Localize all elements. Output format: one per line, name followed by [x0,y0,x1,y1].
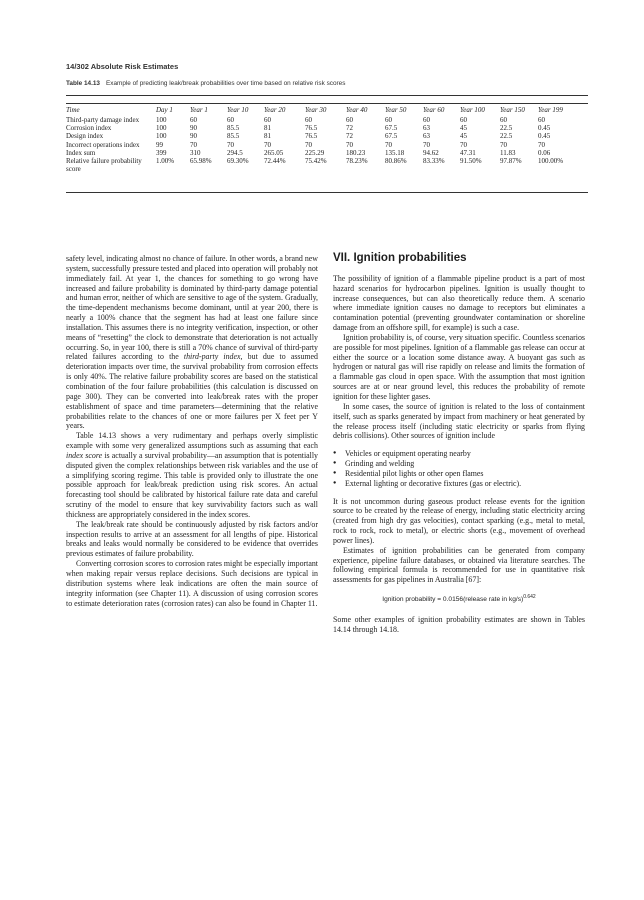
paragraph: It is not uncommon during gaseous product release events for the ignition source to be created by the release of energy, including static electricity arcing (created from high dry gas velocities), contact sparking (e.g., metal to metal, rock to rock, rock to metal), or electric shorts (e.g., movement of overhead power lines). [333,496,585,545]
table-cell: 60 [346,116,353,124]
table-number: Table 14.13 [66,80,100,87]
paragraph: Ignition probability is, of course, very situation specific. Countless scenarios are possible for most pipelines. Ignition of a flammable gas release can occur at either the source or a location some distance away. A buoyant gas such as hydrogen or natural gas will rise rapidly on release and limits the formation of a flammable gas cloud in open space. With the assumption that most ignition sources are at or near ground level, this reduces the probability of remote ignition for these lighter gases. [333,332,585,401]
text: Table 14.13 shows a very rudimentary and perhaps overly simplistic example with some very generalized assumptions such as assuming that each [66,431,318,451]
table-cell: 60 [227,116,234,124]
table-cell: 180.23 [346,148,366,157]
text: is actually a survival probability—an assumption that is potentially disputed given the complex relationships between risk variables and the use of a simplifying scoring regime. This table is provided only to illustrate the one possible approach for leak/break prediction using risk scores. An actual forecasting tool should be calibrated by historical failure rate data and careful scrutiny of the model to ensure that key survivability factors such as wall thickness are appropriately considered in the index scores. [66,450,318,519]
table-cell: 70 [190,140,197,149]
formula-text: Ignition probability = 0.0156(release rate in kg/s) [382,596,524,604]
table-header-row [66,106,588,116]
table-cell: 67.5 [385,132,398,141]
bullet-list [333,449,585,488]
table-row [66,116,588,124]
table-cell: 60 [423,116,430,124]
table-cell: 45 [460,132,467,141]
paragraph [66,431,318,520]
paragraph: In some cases, the source of ignition is related to the loss of containment itself, such as sparks generated by impact from machinery or heat generated by the release process itself (including static electricity or sparks from flying debris collisions). Other sources of ignition include [333,401,585,441]
table-row [66,149,588,157]
table-caption [66,80,586,87]
left-column [66,254,318,608]
column-header: Year 40 [346,106,368,114]
table-cell: 60 [305,116,312,124]
table-cell: 70 [227,140,234,149]
table-cell: 60 [538,116,545,124]
right-column [333,254,585,635]
text: but due to assumed deterioration impacts over time, the survival probability from corrosion effects is only 40%. The relative failure probability scores are based on the statistical combination of the four failure probabilities (this calculation is discussed on page 300). They can be converted into leak/break rates with the proper establishment of space and time parameters—determining that the relative probabilities relate to the chances of one or more failures per X feet per Y years. [66,352,318,431]
emphasis: index score [66,450,103,460]
table-cell: 60 [264,116,271,124]
table-cell: 45 [460,124,467,133]
table-cell: 100 [156,116,167,124]
emphasis: third-party index, [183,352,243,362]
column-header: Day 1 [156,106,173,114]
table-cell: 69.30% [227,157,249,166]
column-header: Year 20 [264,106,286,114]
table-cell: 91.50% [460,157,482,166]
table-cell: 99 [156,140,163,149]
table-cell: 0.45 [538,132,551,141]
table-cell: 100 [156,132,167,141]
table-cell: 310 [190,148,201,157]
table-cell: 81 [264,124,271,133]
row-label: Design index [66,132,104,141]
paragraph: The leak/break rate should be continuously adjusted by risk factors and/or inspection results to arrive at an assessment for all lengths of pipe. Historical breaks and leaks would normally be considered to be evidence that overrides previous estimates of failure probability. [66,519,318,559]
table-cell: 70 [385,140,392,149]
column-header: Year 60 [423,106,445,114]
table-cell: 70 [305,140,312,149]
table-cell: 399 [156,148,167,157]
formula [333,593,585,605]
table-caption-text: Example of predicting leak/break probabilities over time based on relative risk scores [105,80,346,87]
table-cell: 11.83 [500,148,516,157]
table-cell: 83.33% [423,157,445,166]
list-item: ● External lighting or decorative fixtures (gas or electric). [333,479,585,489]
table-row [66,141,588,149]
paragraph: Some other examples of ignition probability estimates are shown in Tables 14.14 through 14.18. [333,615,585,635]
column-header: Year 10 [227,106,249,114]
row-label: Incorrect operations index [66,140,140,149]
table-cell: 70 [538,140,545,149]
table-cell: 100 [156,124,167,133]
table-cell: 94.62 [423,148,439,157]
table-cell: 75.42% [305,157,327,166]
table-top-rule [66,95,588,96]
table-cell: 63 [423,132,430,141]
table-cell: 78.23% [346,157,368,166]
table-cell: 135.18 [385,148,405,157]
table-cell: 70 [264,140,271,149]
paragraph: Estimates of ignition probabilities can be generated from company experience, pipeline failure databases, or obtained via literature searches. The following empirical formula is recommended for use in quantitative risk assessments for gas pipelines in Australia [67]: [333,545,585,585]
column-header: Year 100 [460,106,485,114]
risk-table [66,106,588,173]
table-bottom-rule [66,192,588,193]
table-cell: 70 [500,140,507,149]
table-cell: 81 [264,132,271,141]
column-header: Year 50 [385,106,407,114]
text: safety level, indicating almost no chance of failure. In other words, a brand new system, successfully pressure tested and placed into operation will probably not immediately fail. At year 1, the chances for something to go wrong have increased and failure probability is dominated by third-party damage potential and human error, neither of which are sensitive to age of the system. Gradually, the time-dependent mechanisms become dominant, until at year 200, there is nearly a 100% chance that the segment has had at least one failure since installation. This assumes there is no integrity verification, inspection, or other means of “resetting” the clock to demonstrate that deterioration is not actually occurring. So, in year 100, there is still a 70% chance of survival of third-party related failures according to the [66,254,318,362]
table-cell: 22.5 [500,124,513,133]
table-cell: 90 [190,124,197,133]
column-header: Year 150 [500,106,525,114]
formula-exponent: 0.642 [523,594,536,601]
paragraph [66,254,318,431]
table-cell: 90 [190,132,197,141]
table-cell: 100.00% [538,157,564,166]
table-cell: 70 [423,140,430,149]
table-cell: 225.29 [305,148,325,157]
table-cell: 1.00% [156,157,175,166]
table-cell: 85.5 [227,132,240,141]
paragraph: Converting corrosion scores to corrosion rates might be especially important when making repair versus replace decisions. Such decisions are typical in distribution systems where leak indications are often the main source of integrity information (see Chapter 11). A discussion of using corrosion scores to estimate deterioration rates (corrosion rates) can also be found in Chapter 11. [66,559,318,608]
list-item: ● Grinding and welding [333,459,585,469]
column-header: Year 199 [538,106,563,114]
list-item: ● Vehicles or equipment operating nearby [333,449,585,459]
table-cell: 70 [460,140,467,149]
table-cell: 65.98% [190,157,212,166]
table-cell: 72.44% [264,157,286,166]
table-cell: 72 [346,132,353,141]
table-cell: 60 [385,116,392,124]
table-cell: 85.5 [227,124,240,133]
row-label: Third-party damage index [66,116,140,124]
table-body [66,116,588,173]
table-cell: 0.45 [538,124,551,133]
table-cell: 70 [346,140,353,149]
table-cell: 60 [190,116,197,124]
table-cell: 97.87% [500,157,522,166]
table-row [66,124,588,132]
table-cell: 294.5 [227,148,243,157]
table-header-rule [66,103,588,104]
table-cell: 80.86% [385,157,407,166]
column-header: Year 30 [305,106,327,114]
table-cell: 47.31 [460,148,476,157]
table-cell: 76.5 [305,124,318,133]
table-cell: 22.5 [500,132,513,141]
table-cell: 265.05 [264,148,284,157]
column-header: Time [66,106,80,114]
running-header: 14/302 Absolute Risk Estimates [66,62,179,71]
table-row [66,157,588,173]
table-row [66,132,588,140]
table-cell: 60 [460,116,467,124]
row-label: Corrosion index [66,124,112,133]
list-item: ● Residential pilot lights or other open flames [333,469,585,479]
table-cell: 63 [423,124,430,133]
section-title: VII. Ignition probabilities [333,252,467,264]
column-header: Year 1 [190,106,208,114]
table-cell: 0.06 [538,148,551,157]
row-label: Index sum [66,148,96,157]
table-cell: 67.5 [385,124,398,133]
table-cell: 72 [346,124,353,133]
paragraph: The possibility of ignition of a flammable pipeline product is a part of most hazard scenarios for hydrocarbon pipelines. Ignition is usually thought to increase consequences, but can also theoretically reduce them. A scenario where immediate ignition causes no damage to receptors but eliminates a contamination potential (preventing groundwater contamination or shoreline damage from an offshore spill, for example) is such a case. [333,273,585,333]
table-cell: 76.5 [305,132,318,141]
table-cell: 60 [500,116,507,124]
row-label: Relative failure probability score [66,157,142,174]
